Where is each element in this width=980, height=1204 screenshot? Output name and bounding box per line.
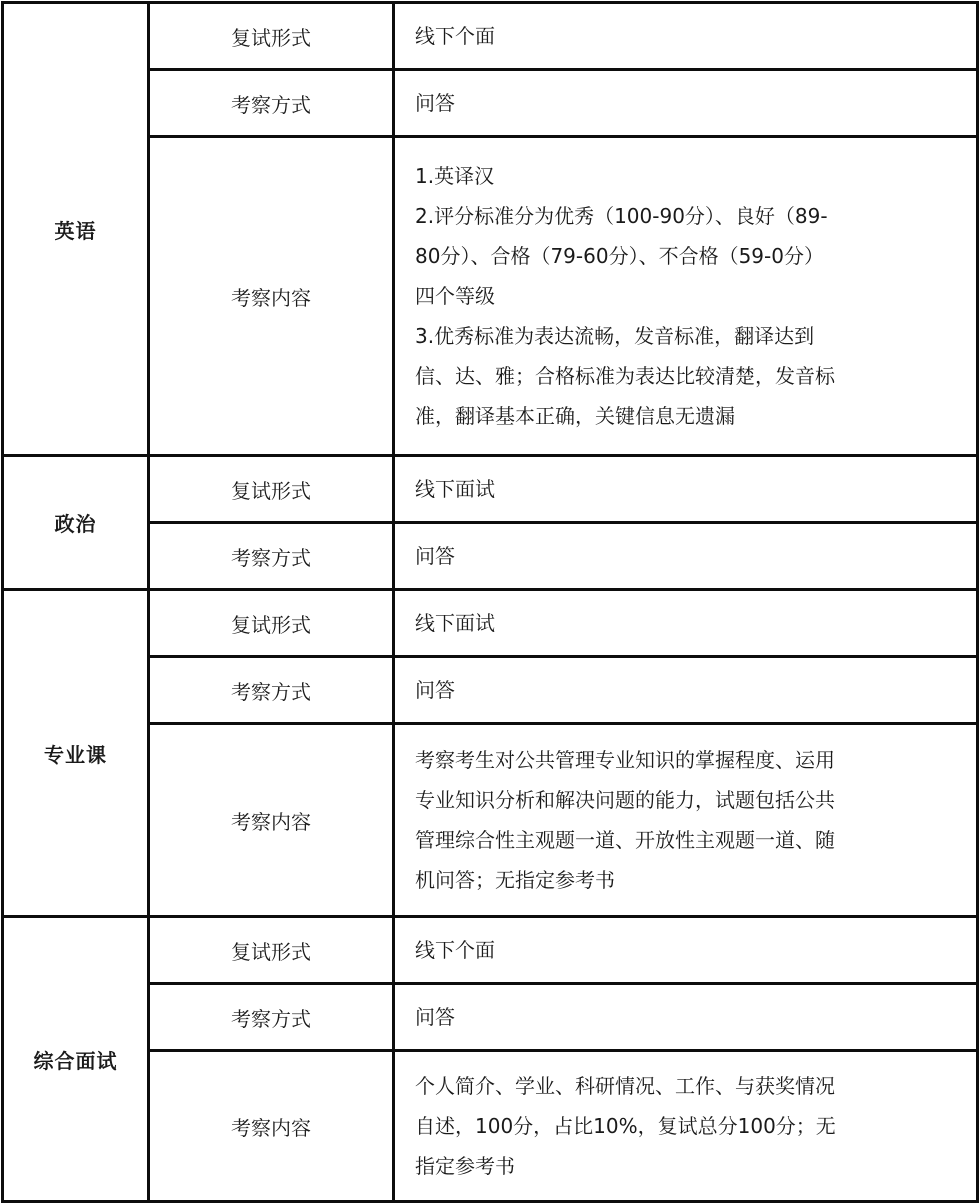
label-cell: 考察方式 xyxy=(149,657,394,724)
value-cell: 问答 xyxy=(394,70,978,137)
label-cell: 复试形式 xyxy=(149,456,394,523)
text-line: 四个等级 xyxy=(415,284,495,308)
text-line: 指定参考书 xyxy=(415,1154,515,1178)
subject-cell-major-course: 专业课 xyxy=(3,590,149,917)
value-cell-multiline xyxy=(394,724,978,917)
label-cell: 考察方式 xyxy=(149,523,394,590)
text-line: 专业知识分析和解决问题的能力，试题包括公共 xyxy=(415,788,835,812)
table-row xyxy=(3,657,978,724)
label-cell: 复试形式 xyxy=(149,3,394,70)
text-line: 80分）、合格（79-60分）、不合格（59-0分） xyxy=(415,244,824,268)
text-line: 2.评分标准分为优秀（100-90分）、良好（89- xyxy=(415,204,828,228)
text-line: 机问答；无指定参考书 xyxy=(415,868,615,892)
label-cell: 考察内容 xyxy=(149,137,394,456)
retest-requirements-table xyxy=(1,1,979,1203)
table-row xyxy=(3,137,978,456)
value-cell: 线下个面 xyxy=(394,917,978,984)
text-line: 1.英译汉 xyxy=(415,164,495,188)
label-cell: 考察方式 xyxy=(149,70,394,137)
text-line: 准，翻译基本正确，关键信息无遗漏 xyxy=(415,404,735,428)
table-row xyxy=(3,456,978,523)
text-line: 考察考生对公共管理专业知识的掌握程度、运用 xyxy=(415,748,835,772)
value-cell: 线下面试 xyxy=(394,456,978,523)
subject-cell-politics: 政治 xyxy=(3,456,149,590)
table-row xyxy=(3,1051,978,1202)
table-row xyxy=(3,3,978,70)
table-row xyxy=(3,590,978,657)
label-cell: 复试形式 xyxy=(149,590,394,657)
text-line: 3.优秀标准为表达流畅，发音标准，翻译达到 xyxy=(415,324,815,348)
value-cell: 问答 xyxy=(394,523,978,590)
value-cell: 线下面试 xyxy=(394,590,978,657)
value-cell: 线下个面 xyxy=(394,3,978,70)
subject-cell-comprehensive-interview: 综合面试 xyxy=(3,917,149,1202)
label-cell: 考察内容 xyxy=(149,1051,394,1202)
value-cell-multiline xyxy=(394,1051,978,1202)
table-row xyxy=(3,70,978,137)
value-cell: 问答 xyxy=(394,657,978,724)
table-row xyxy=(3,984,978,1051)
value-cell: 问答 xyxy=(394,984,978,1051)
subject-cell-english: 英语 xyxy=(3,3,149,456)
text-line: 管理综合性主观题一道、开放性主观题一道、随 xyxy=(415,828,835,852)
table-row xyxy=(3,917,978,984)
label-cell: 复试形式 xyxy=(149,917,394,984)
label-cell: 考察内容 xyxy=(149,724,394,917)
text-line: 个人简介、学业、科研情况、工作、与获奖情况 xyxy=(415,1074,835,1098)
table-row xyxy=(3,724,978,917)
text-line: 自述，100分，占比10%，复试总分100分；无 xyxy=(415,1114,836,1138)
value-cell-multiline xyxy=(394,137,978,456)
text-line: 信、达、雅；合格标准为表达比较清楚，发音标 xyxy=(415,364,835,388)
table-row xyxy=(3,523,978,590)
label-cell: 考察方式 xyxy=(149,984,394,1051)
